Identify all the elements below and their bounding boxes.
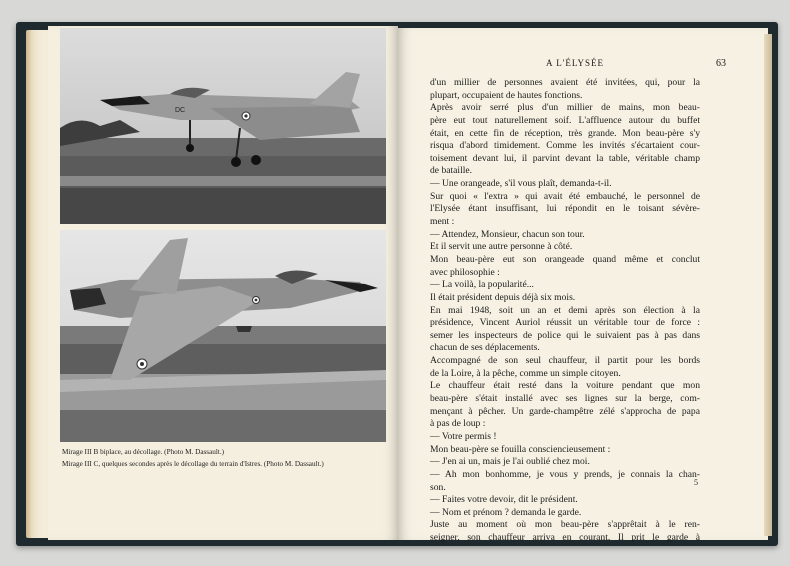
text-line: — Une orangeade, s'il vous plaît, demanda-t-il. [430,178,612,190]
text-line: plupart, occupaient de hautes fonctions. [430,89,583,101]
text-line: Le chauffeur était resté dans la voiture pendant que mon [430,380,700,392]
signature-mark: 5 [694,478,698,487]
text-line: — Attendez, Monsieur, chacun son tour. [430,228,585,240]
body-text [430,77,700,545]
text-line: Mon beau-père se fouilla consciencieusement : [430,443,611,455]
text-line: Et il servit une autre personne à côté. [430,241,573,253]
text-line: — Nom et prénom ? demanda le garde. [430,506,582,518]
left-page [48,26,398,540]
text-line: semer les inspecteurs de police qui le suivaient pas à pas dans [430,329,700,341]
text-line: était, en cette fin de réception, très grande. Mon beau-père s'y [430,127,700,139]
text-line: — Faites votre devoir, dit le président. [430,494,578,506]
chapter-title: A L'ÉLYSÉE [546,58,604,68]
text-line: — La voilà, la popularité... [430,279,534,291]
text-line: père eut tout naturellement soif. L'affluence autour du buffet [430,114,700,126]
text-line: de bataille. [430,165,473,177]
text-line: Après avoir serré plus d'un millier de mains, mon beau- [430,102,700,114]
text-line: Juste au moment où mon beau-père s'apprêtait à le ren- [430,519,700,531]
svg-text:DC: DC [175,107,186,114]
text-line: seigner, son chauffeur arriva en courant. Il prit le garde à [430,532,700,544]
text-line: présidence, Vincent Auriol réussit un véritable tour de force : [430,317,700,329]
text-line: l'Elysée étant insuffisant, lui répondit en le toisant sévère- [430,203,700,215]
text-line: de la Loire, à la pêche, comme un simple citoyen. [430,367,621,379]
photo-caption-bottom: Mirage III C, quelques secondes après le décollage du terrain d'Istres. (Photo M. Dassault.) [62,460,324,468]
text-line: chacun de ses déplacements. [430,342,540,354]
text-line: ment : [430,216,455,228]
text-line: — Votre permis ! [430,430,497,442]
page-number: 63 [716,58,726,69]
text-line: — J'en ai un, mais je l'ai oublié chez moi. [430,456,590,468]
text-line: mençant à pêcher. Un garde-champêtre zélé s'approcha de papa [430,405,700,417]
photo-mirage-iii-c [60,230,386,442]
text-line: toisement devant lui, il parvint devant la table, véritable champ [430,152,700,164]
text-line: son. [430,481,446,493]
right-page-edges [764,34,772,536]
text-line: En mai 1948, soit un an et demi après son élection à la [430,304,700,316]
text-line: Mon beau-père eut son orangeade quand même et conclut [430,253,700,265]
text-line: — Ah mon bonhomme, je vous y prends, je connais la chan- [430,468,700,480]
mirage-iii-b-image [60,28,386,224]
text-line: Accompagné de son seul chauffeur, il partit pour les bords [430,355,700,367]
text-line: avec philosophie : [430,266,500,278]
text-line: beau-père s'était installé avec ses lignes sur la berge, com- [430,393,700,405]
text-line: risqua d'abord timidement. Comme les invités s'écartaient cour- [430,140,700,152]
mirage-iii-c-image [60,230,386,442]
text-line: d'un millier de personnes avaient été invitées, qui, pour la [430,77,700,88]
text-line: Sur quoi « l'extra » qui avait été embauché, le personnel de [430,190,700,202]
text-line: Il était président depuis déjà six mois. [430,291,576,303]
text-line: à pas de loup : [430,418,486,430]
photo-caption-top: Mirage III B biplace, au décollage. (Photo M. Dassault.) [62,448,225,456]
photo-mirage-iii-b [60,28,386,224]
